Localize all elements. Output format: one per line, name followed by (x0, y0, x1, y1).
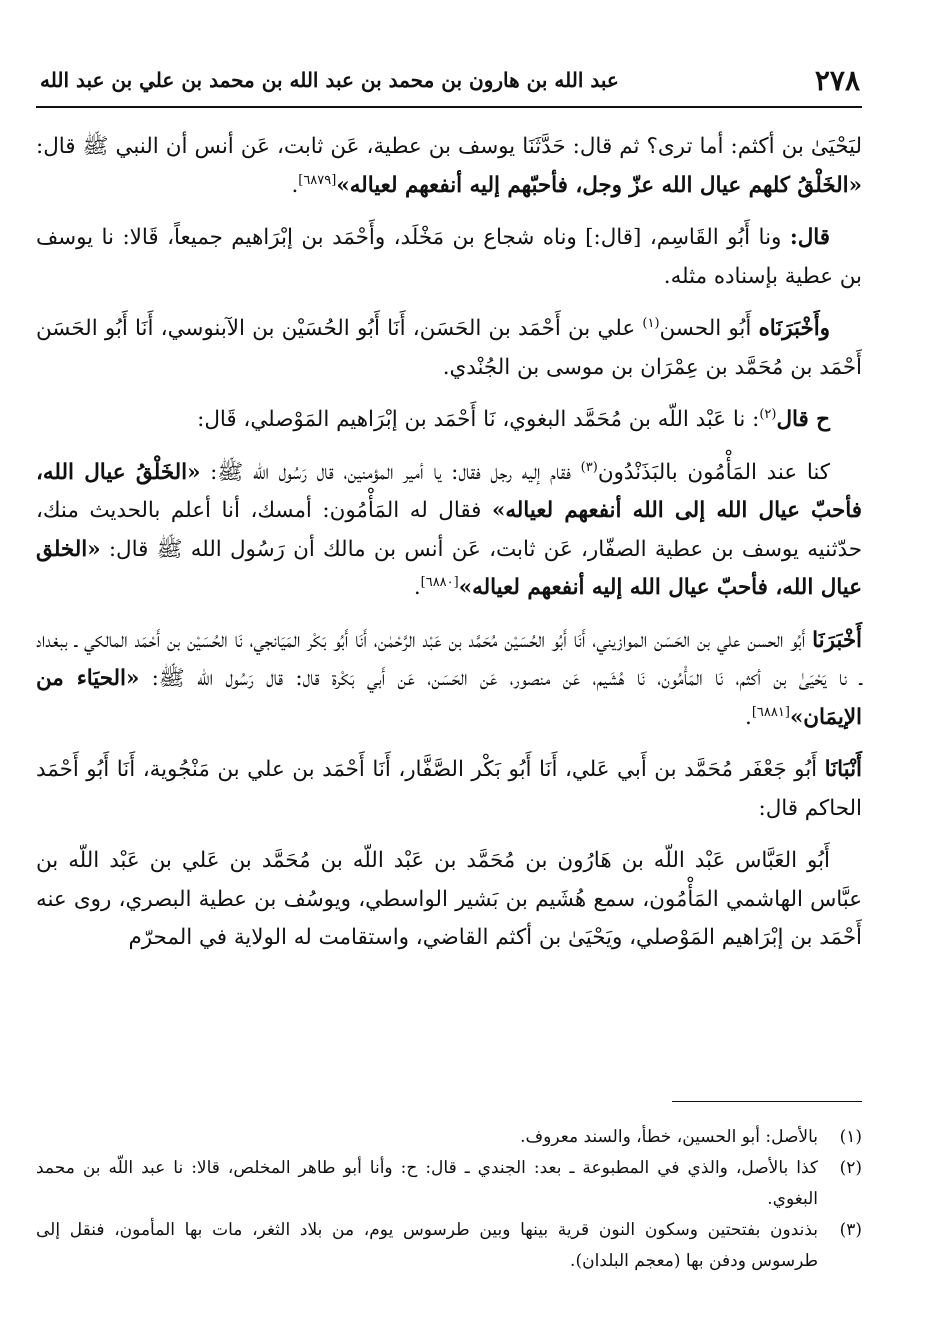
hadith-text: «الحيَاء من الإيمَان» (36, 666, 862, 730)
footnote-ref-2[interactable]: (٢) (759, 406, 777, 422)
paragraph-2 (36, 219, 862, 296)
hadith-text: «الخَلْقُ عيال الله، فأحبّ عيال الله إلى الله أنفعهم لعياله» (36, 459, 862, 523)
paragraph-text-cont: علي بن أَحْمَد بن الحَسَن، أَنَا أَبُو الحُسَيْن بن الآبنوسي، أَنَا أَبُو الحَسَن أَحْمَد بن مُحَمَّد بن عِمْرَان بن موسى بن الجُنْدي. (36, 316, 862, 380)
paragraph-4 (36, 401, 862, 440)
paragraph-7 (36, 751, 862, 828)
paragraph-end: . (413, 575, 421, 600)
footnote-ref-3[interactable]: (٣) (580, 459, 598, 475)
paragraph-8 (36, 842, 862, 958)
paragraph-text: : نا عَبْد اللّه بن مُحَمَّد البغوي، نَا أَحْمَد بن إبْرَاهيم المَوْصلي، قَال: (197, 407, 760, 432)
footnote-number: (١) (839, 1127, 862, 1147)
running-title: عبد الله بن هارون بن محمد بن عبد الله بن محمد بن علي بن عبد الله (40, 68, 619, 92)
footnote-2 (36, 1153, 862, 1215)
paragraph-text-cont-2: فقال له المَأْمُون: أمسك، أنا أعلم بالحديث منك، حدّثنيه يوسف بن عطية الصفّار، عَن ثابت، عَن أنس بن مالك أن رَسُول الله ﷺ قال: (36, 498, 862, 562)
hadith-number: [٦٨٨١] (751, 704, 790, 720)
paragraph-1 (36, 128, 862, 205)
page-header (36, 60, 862, 108)
paragraph-text: ليَحْيَىٰ بن أكثم: أما ترى؟ ثم قال: حَدَّثَنَا يوسف بن عطية، عَن ثابت، عَن أنس أن النبي ﷺ قال: (36, 134, 862, 159)
paragraph-text: أَبُو الحسن علي بن الحَسَن الموازيني، أَنَا أَبُو الحُسَيْن مُحَمَّد بن عَبْد الرَّحْمٰن، أَنَا أَبُو بَكْر المَيَانجي، نَا الحُسَيْن بن أَحْمَد المالكي ـ ببغداد ـ نا يَحْيَىٰ بن أكثم، نَا المَأْمُون، نَا هُشَيم، عَن منصور، عَن الحَسَن، عَن أَبي بَكْرة قال: قال رَسُول الله ﷺ: (36, 627, 862, 691)
paragraph-end: . (291, 172, 299, 198)
lead-word: ح قال (776, 407, 830, 432)
footnotes (36, 1122, 862, 1277)
hadith-number: [٦٨٧٩] (298, 172, 337, 188)
hadith-number: [٦٨٨٠] (420, 574, 459, 590)
paragraph-6 (36, 622, 862, 738)
footnote-text: بالأصل: أبو الحسين، خطأ، والسند معروف. (520, 1127, 818, 1147)
footnote-3 (36, 1215, 862, 1277)
lead-word: وأَخْبَرَنَاه (758, 316, 830, 341)
paragraph-3 (36, 310, 862, 387)
lead-word: أَنْبَانَا (824, 757, 862, 782)
page-number: ٢٧٨ (814, 64, 860, 97)
footnote-1 (36, 1122, 862, 1153)
paragraph-5 (36, 454, 862, 608)
lead-word: أَخْبَرَنَا (812, 627, 862, 653)
footnote-text: بذندون بفتحتين وسكون النون قرية بينها وبين طرسوس يوم، من بلاد الثغر، مات بها المأمون، فنقل إلى طرسوس ودفن بها (معجم البلدان). (36, 1220, 818, 1271)
paragraph-text: أَبُو العَبَّاس عَبْد اللّه بن هَارُون بن مُحَمَّد بن عَبْد اللّه بن مُحَمَّد بن عَلي بن عَبْد اللّه بن عبَّاس الهاشمي المَأْمُون، سمع هُشَيم بن بَشير الواسطي، ويوسُف بن عطية البصري، روى عنه أَحْمَد بن إبْرَاهيم المَوْصلي، ويَحْيَىٰ بن أكثم القاضي، واستقامت له الولاية في المحرّم (36, 848, 862, 950)
footnote-number: (٣) (839, 1220, 862, 1240)
paragraph-text: أَبُو جَعْفَر مُحَمَّد بن أَبي عَلي، أَنَا أَبُو بَكْر الصَّفَّار، أَنَا أَحْمَد بن علي بن مَنْجُوية، أَنَا أَبُو أَحْمَد الحاكم قال: (36, 757, 862, 821)
main-text (36, 128, 862, 972)
footnote-ref-1[interactable]: (١) (642, 315, 660, 331)
paragraph-end: . (745, 704, 752, 730)
paragraph-text-cont: فقام إليه رجل فقال: يا أمير المؤمنين، قال رَسُول الله ﷺ: (200, 459, 581, 485)
paragraph-text: كنا عند المَأْمُون بالبَذَنْدُون (597, 459, 830, 485)
footnote-number: (٢) (839, 1158, 862, 1178)
lead-word: قال: (789, 225, 830, 250)
footnote-text: كذا بالأصل، والذي في المطبوعة ـ بعد: الجندي ـ قال: ح: وأنا أبو طاهر المخلص، قالا: نا عبد اللّه بن محمد البغوي. (36, 1158, 818, 1209)
hadith-text: «الخَلْقُ كلهم عيال الله عزّ وجل، فأحبّهم إليه أنفعهم لعياله» (336, 172, 862, 198)
paragraph-text: ونا أَبُو القَاسِم، [قال:] وناه شجاع بن مَخْلَد، وأَحْمَد بن إبْرَاهيم جميعاً، قَالا: نا يوسف بن عطية بإسناده مثله. (36, 225, 862, 289)
paragraph-text: أَبُو الحسن (659, 316, 759, 341)
footnote-divider (672, 1101, 862, 1102)
hadith-text-2: «الخلق عيال الله، فأحبّ عيال الله إليه أنفعهم لعياله» (36, 536, 862, 600)
